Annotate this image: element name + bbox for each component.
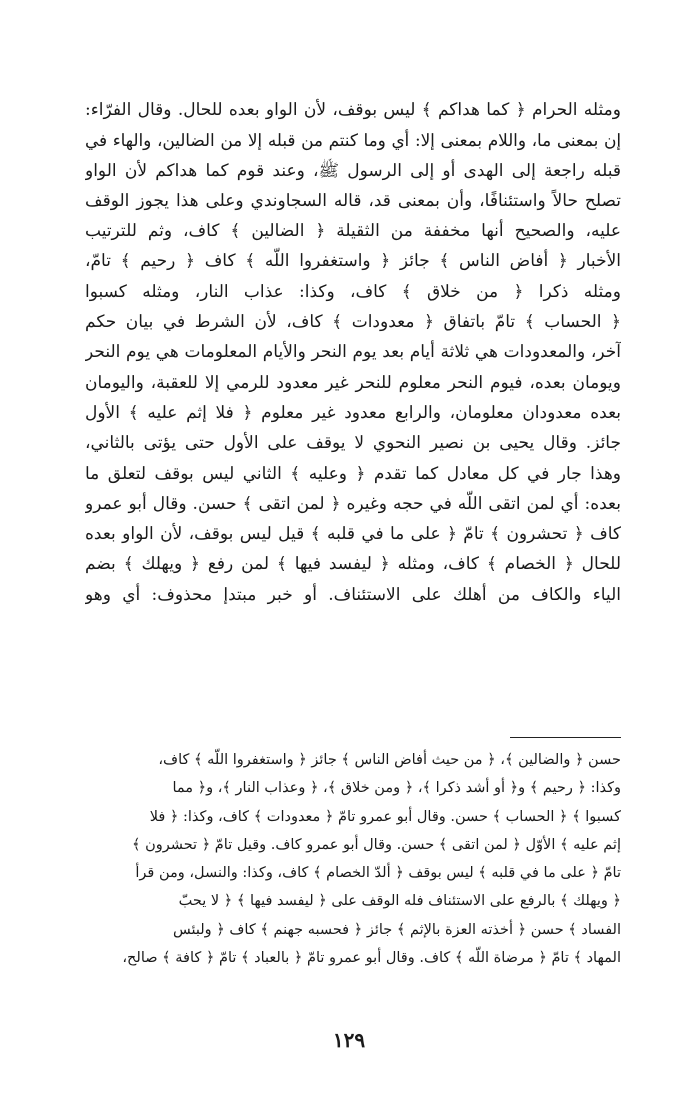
footnote-line: كسبوا ﴾ ﴿ الحساب ﴾ حسن. وقال أبو عمرو تامّ ﴿ معدودات ﴾ كاف، وكذا: ﴿ فلا (149, 808, 621, 825)
footnote-line: تامّ ﴿ على ما في قلبه ﴾ ليس بوقف ﴿ ألدّ الخصام ﴾ كاف، وكذا: والنسل، ومن قرأ (135, 865, 621, 882)
body-line: كاف ﴿ تحشرون ﴾ تامّ ﴿ على ما في قلبه ﴾ قيل ليس بوقف، لأن الواو بعده (85, 524, 621, 545)
body-line: آخر، والمعدودات هي ثلاثة أيام بعد يوم النحر والأيام المعلومات هي يوم النحر (85, 342, 621, 363)
body-line: الياء والكاف من أهلك على الاستئناف. أو خبر مبتدإ محذوف: أي وهو (85, 584, 621, 605)
body-line: عليه، والصحيح أنها مخففة من الثقيلة ﴿ الضالين ﴾ كاف، وثم للترتيب (85, 221, 621, 242)
body-line: بعده معدودان معلومان، والرابع معدود غير معلوم ﴿ فلا إثم عليه ﴾ الأول (85, 402, 621, 423)
body-line: بعده: أي لمن اتقى اللّه في حجه وغيره ﴿ لمن اتقى ﴾ حسن. وقال أبو عمرو (85, 493, 621, 514)
footnote-line: حسن ﴿ والضالين ﴾، ﴿ من حيث أفاض الناس ﴾ جائز ﴿ واستغفروا اللّه ﴾ كاف، (158, 752, 621, 768)
body-line: جائز. وقال يحيى بن نصير النحوي لا يوقف على الأول حتى يؤتى بالثاني، (85, 433, 621, 454)
footnotes (85, 746, 621, 972)
body-line: تصلح حالاً واستئنافًا، وأن بمعنى قد، قاله السجاوندي وعلى هذا يجوز الوقف (85, 190, 621, 211)
body-line: ومثله الحرام ﴿ كما هداكم ﴾ ليس بوقف، لأن الواو بعده للحال. وقال الفرّاء: (85, 100, 621, 120)
footnote-line: الفساد ﴾ حسن ﴿ أخذته العزة بالإثم ﴾ جائز ﴿ فحسبه جهنم ﴾ كاف ﴿ ولبئس (173, 921, 621, 938)
body-line: ومثله ذكرا ﴿ من خلاق ﴾ كاف، وكذا: عذاب النار، ومثله كسبوا (85, 281, 621, 302)
body-line: إن بمعنى ما، واللام بمعنى إلا: أي وما كنتم من قبله إلا من الضالين، والهاء في (85, 130, 621, 151)
body-line: الأخبار ﴿ أفاض الناس ﴾ جائز ﴿ واستغفروا اللّه ﴾ كاف ﴿ رحيم ﴾ تامّ، (85, 251, 621, 272)
footnote-line: وكذا: ﴿ رحيم ﴾ و﴿ أو أشد ذكرا ﴾، ﴿ ومن خلاق ﴾، ﴿ وعذاب النار ﴾، و﴿ مما (172, 780, 621, 797)
footnote-line: إثم عليه ﴾ الأوّل ﴿ لمن اتقى ﴾ حسن. وقال أبو عمرو كاف. وقيل تامّ ﴿ تحشرون ﴾ (132, 836, 621, 853)
main-body-text (85, 95, 621, 610)
body-line: ويومان بعده، فيوم النحر معلوم للنحر غير معدود للرمي إلا للعقبة، واليومان (85, 372, 621, 393)
footnote-line: ﴿ ويهلك ﴾ بالرفع على الاستئناف فله الوقف على ﴿ ليفسد فيها ﴾ ﴿ لا يحبّ (178, 893, 621, 910)
footnote-line: المهاد ﴾ تامّ ﴿ مرضاة اللّه ﴾ كاف. وقال أبو عمرو تامّ ﴿ بالعباد ﴾ تامّ ﴿ كافة ﴾ صالح، (122, 950, 621, 967)
body-line: ﴿ الحساب ﴾ تامّ باتفاق ﴿ معدودات ﴾ كاف، لأن الشرط في بيان حكم (85, 312, 621, 333)
page-number: ١٢٩ (332, 1028, 366, 1052)
body-line: قبله راجعة إلى الهدى أو إلى الرسول ﷺ، وعند قوم كما هداكم لأن الواو (85, 160, 621, 181)
body-line: للحال ﴿ الخصام ﴾ كاف، ومثله ﴿ ليفسد فيها ﴾ لمن رفع ﴿ ويهلك ﴾ بضم (85, 554, 621, 575)
body-line: وهذا جار في كل معادل كما تقدم ﴿ وعليه ﴾ الثاني ليس بوقف لتعلق ما (85, 463, 621, 484)
footnote-separator (510, 737, 621, 738)
